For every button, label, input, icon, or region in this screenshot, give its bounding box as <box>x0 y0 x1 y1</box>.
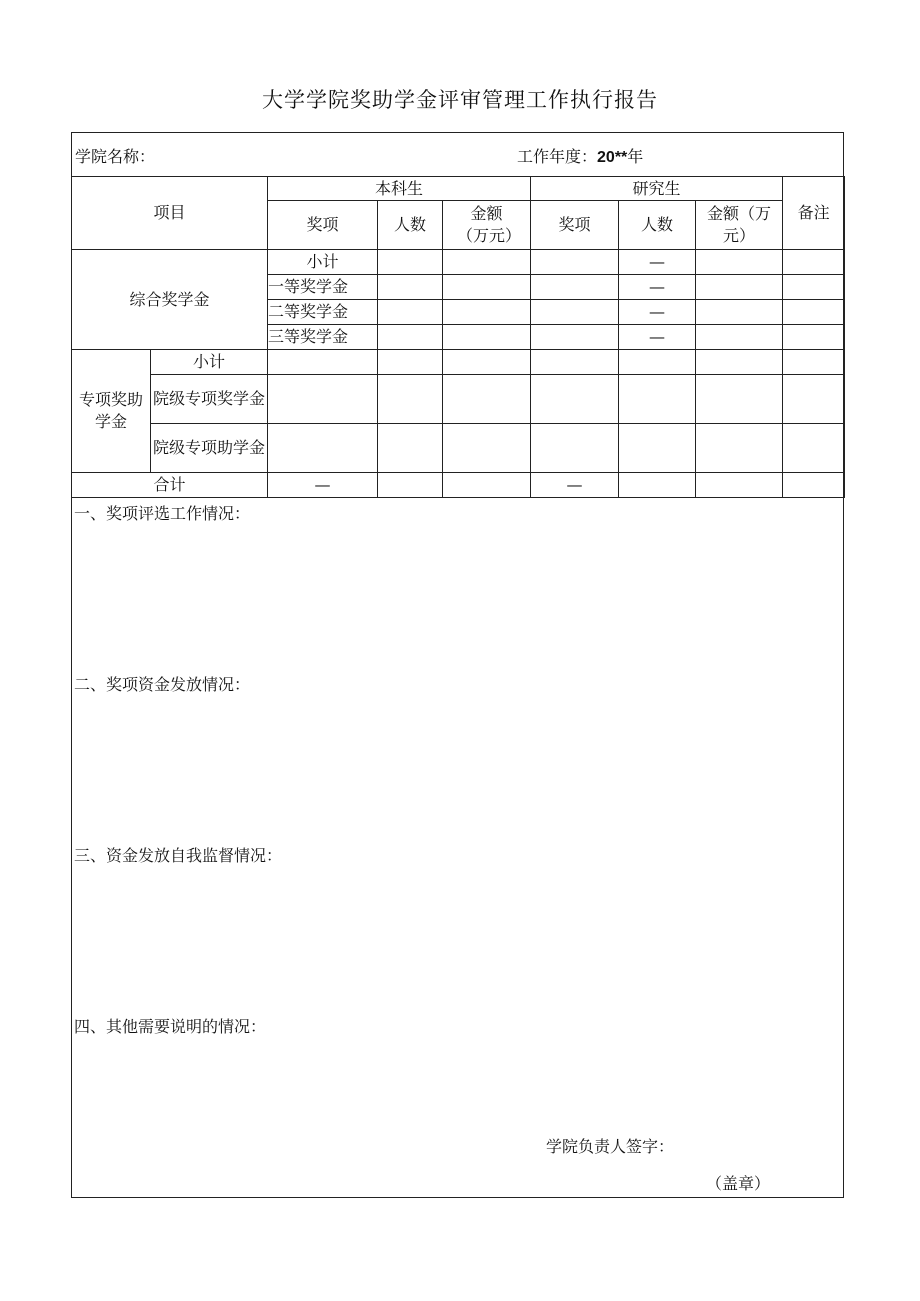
cell <box>443 375 531 424</box>
statistics-table <box>71 176 845 498</box>
header-item: 项目 <box>72 177 268 250</box>
page-title: 大学学院奖助学金评审管理工作执行报告 <box>262 88 658 112</box>
cell <box>783 473 845 498</box>
header-ug-award: 奖项 <box>268 201 378 250</box>
header-g-count: 人数 <box>619 201 696 250</box>
comp-row-subtotal: 小计 <box>268 250 378 275</box>
special-label: 专项奖助学金 <box>72 350 151 473</box>
cell <box>378 300 443 325</box>
cell <box>696 424 783 473</box>
cell <box>783 275 845 300</box>
cell <box>378 350 443 375</box>
cell <box>443 300 531 325</box>
total-label: 合计 <box>72 473 268 498</box>
header-grad: 研究生 <box>531 177 783 201</box>
header-g-amount: 金额（万元） <box>696 201 783 250</box>
special-row-subtotal: 小计 <box>151 350 268 375</box>
comp-row-first: 一等奖学金 <box>268 275 378 300</box>
dash-cell: — <box>619 325 696 350</box>
cell <box>783 350 845 375</box>
cell <box>443 325 531 350</box>
cell <box>696 250 783 275</box>
cell <box>696 473 783 498</box>
header-ug-amount: 金额（万元） <box>443 201 531 250</box>
cell <box>783 424 845 473</box>
report-header <box>71 132 844 176</box>
cell <box>443 424 531 473</box>
section-selection: 一、奖项评选工作情况： <box>74 504 251 523</box>
cell <box>531 424 619 473</box>
special-row-grant: 院级专项助学金 <box>151 424 268 473</box>
cell <box>696 375 783 424</box>
header-undergrad: 本科生 <box>268 177 531 201</box>
comprehensive-label: 综合奖学金 <box>72 250 268 350</box>
cell <box>619 350 696 375</box>
cell <box>378 473 443 498</box>
cell <box>378 325 443 350</box>
seal-label: （盖章） <box>706 1174 771 1193</box>
header-remarks: 备注 <box>783 177 845 250</box>
cell <box>443 350 531 375</box>
cell <box>443 275 531 300</box>
section-supervision: 三、资金发放自我监督情况： <box>74 846 283 865</box>
comp-row-third: 三等奖学金 <box>268 325 378 350</box>
cell <box>696 350 783 375</box>
signature-label: 学院负责人签字： <box>546 1137 675 1156</box>
cell <box>378 250 443 275</box>
cell <box>378 275 443 300</box>
cell <box>531 375 619 424</box>
college-name-label: 学院名称： <box>75 147 156 166</box>
dash-cell: — <box>531 473 619 498</box>
cell <box>531 300 619 325</box>
cell <box>443 250 531 275</box>
cell <box>619 473 696 498</box>
cell <box>268 375 378 424</box>
header-ug-count: 人数 <box>378 201 443 250</box>
work-year-suffix: 年 <box>627 147 644 166</box>
work-year-label: 工作年度： <box>517 147 598 166</box>
cell <box>619 424 696 473</box>
cell <box>378 375 443 424</box>
header-g-award: 奖项 <box>531 201 619 250</box>
section-other: 四、其他需要说明的情况： <box>74 1017 267 1036</box>
cell <box>443 473 531 498</box>
cell <box>696 300 783 325</box>
cell <box>696 325 783 350</box>
cell <box>531 250 619 275</box>
dash-cell: — <box>619 250 696 275</box>
cell <box>531 275 619 300</box>
dash-cell: — <box>619 300 696 325</box>
cell <box>531 350 619 375</box>
comp-row-second: 二等奖学金 <box>268 300 378 325</box>
section-disbursement: 二、奖项资金发放情况： <box>74 675 251 694</box>
cell <box>531 325 619 350</box>
cell <box>783 325 845 350</box>
cell <box>268 350 378 375</box>
cell <box>783 300 845 325</box>
cell <box>696 275 783 300</box>
cell <box>268 424 378 473</box>
special-row-scholarship: 院级专项奖学金 <box>151 375 268 424</box>
cell <box>619 375 696 424</box>
dash-cell: — <box>619 275 696 300</box>
cell <box>783 250 845 275</box>
cell <box>378 424 443 473</box>
dash-cell: — <box>268 473 378 498</box>
cell <box>783 375 845 424</box>
work-year <box>517 144 643 167</box>
work-year-value: 20** <box>597 149 628 166</box>
